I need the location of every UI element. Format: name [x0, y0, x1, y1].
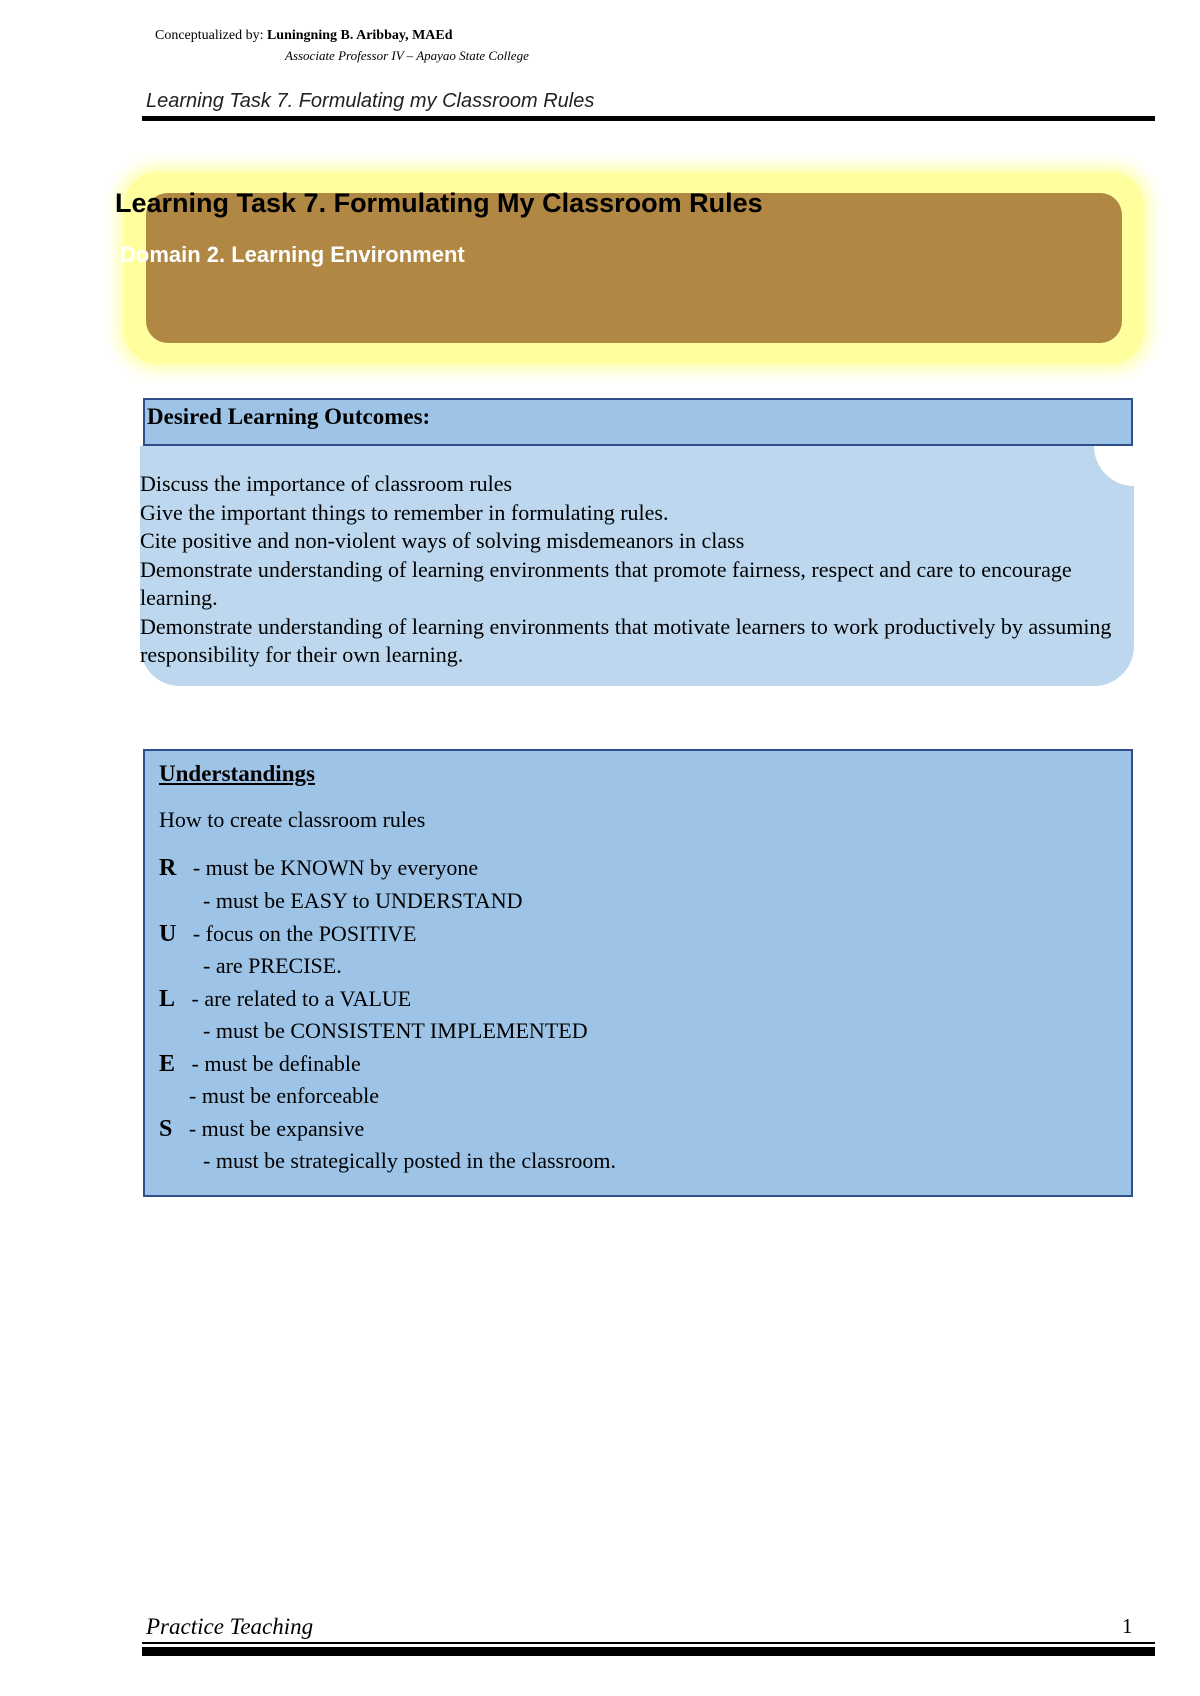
credit-line [155, 28, 453, 44]
rule-line [203, 1148, 616, 1174]
outcomes-box [140, 446, 1134, 686]
credit-name: Luningning B. Aribbay, MAEd [266, 28, 453, 43]
running-title: Learning Task 7. Formulating my Classroom Rules [146, 90, 595, 112]
rule-text: - are PRECISE. [203, 953, 342, 978]
rule-line [159, 986, 411, 1013]
rule-text: - are related to a VALUE [191, 986, 412, 1011]
rule-text: - focus on the POSITIVE [192, 921, 417, 946]
rule-line [203, 953, 342, 979]
page-number: 1 [1122, 1614, 1133, 1638]
outcome-item: Give the important things to remember in formulating rules. [140, 499, 669, 525]
header-divider [142, 116, 1155, 121]
rule-text: - must be strategically posted in the classroom. [203, 1148, 617, 1173]
credit-role: Associate Professor IV – Apayao State College [285, 48, 529, 63]
outcome-item: Demonstrate understanding of learning environments that motivate learners to work productively by assuming responsibility for their own learning. [140, 613, 1112, 667]
banner-title: Learning Task 7. Formulating My Classroom Rules [115, 188, 763, 218]
rule-letter: E [159, 1051, 176, 1077]
understandings-intro: How to create classroom rules [159, 807, 426, 832]
rule-letter: U [159, 921, 177, 947]
rule-line [159, 1051, 361, 1078]
outcome-item: Demonstrate understanding of learning environments that promote fairness, respect and care to encourage learning. [140, 556, 1072, 610]
rule-line [159, 1116, 364, 1143]
rule-line [203, 888, 522, 914]
rule-line [189, 1083, 379, 1109]
rule-text: - must be enforceable [189, 1083, 379, 1108]
rule-letter: L [159, 986, 176, 1012]
rule-text: - must be definable [191, 1051, 361, 1076]
rule-text: - must be expansive [188, 1116, 365, 1141]
rule-text: - must be KNOWN by everyone [192, 855, 479, 880]
footer-divider-thin [142, 1642, 1155, 1644]
outcomes-heading: Desired Learning Outcomes: [147, 404, 431, 429]
outcomes-heading-box [143, 398, 1133, 446]
rule-line [203, 1018, 588, 1044]
footer-divider-thick [142, 1647, 1155, 1656]
rule-letter: S [159, 1116, 173, 1142]
understandings-heading: Understandings [159, 761, 315, 786]
outcomes-list [140, 470, 1130, 670]
footer-label: Practice Teaching [146, 1614, 314, 1639]
rule-letter: R [159, 855, 177, 881]
credit-prefix: Conceptualized by: [155, 28, 264, 43]
rule-text: - must be CONSISTENT IMPLEMENTED [203, 1018, 588, 1043]
rule-line [159, 855, 478, 882]
understandings-box [143, 749, 1133, 1197]
banner-subtitle: Domain 2. Learning Environment [120, 242, 465, 267]
rule-text: - must be EASY to UNDERSTAND [203, 888, 523, 913]
outcome-item: Discuss the importance of classroom rules [140, 471, 513, 496]
rule-line [159, 921, 416, 948]
outcome-item: Cite positive and non-violent ways of solving misdemeanors in class [140, 528, 745, 553]
